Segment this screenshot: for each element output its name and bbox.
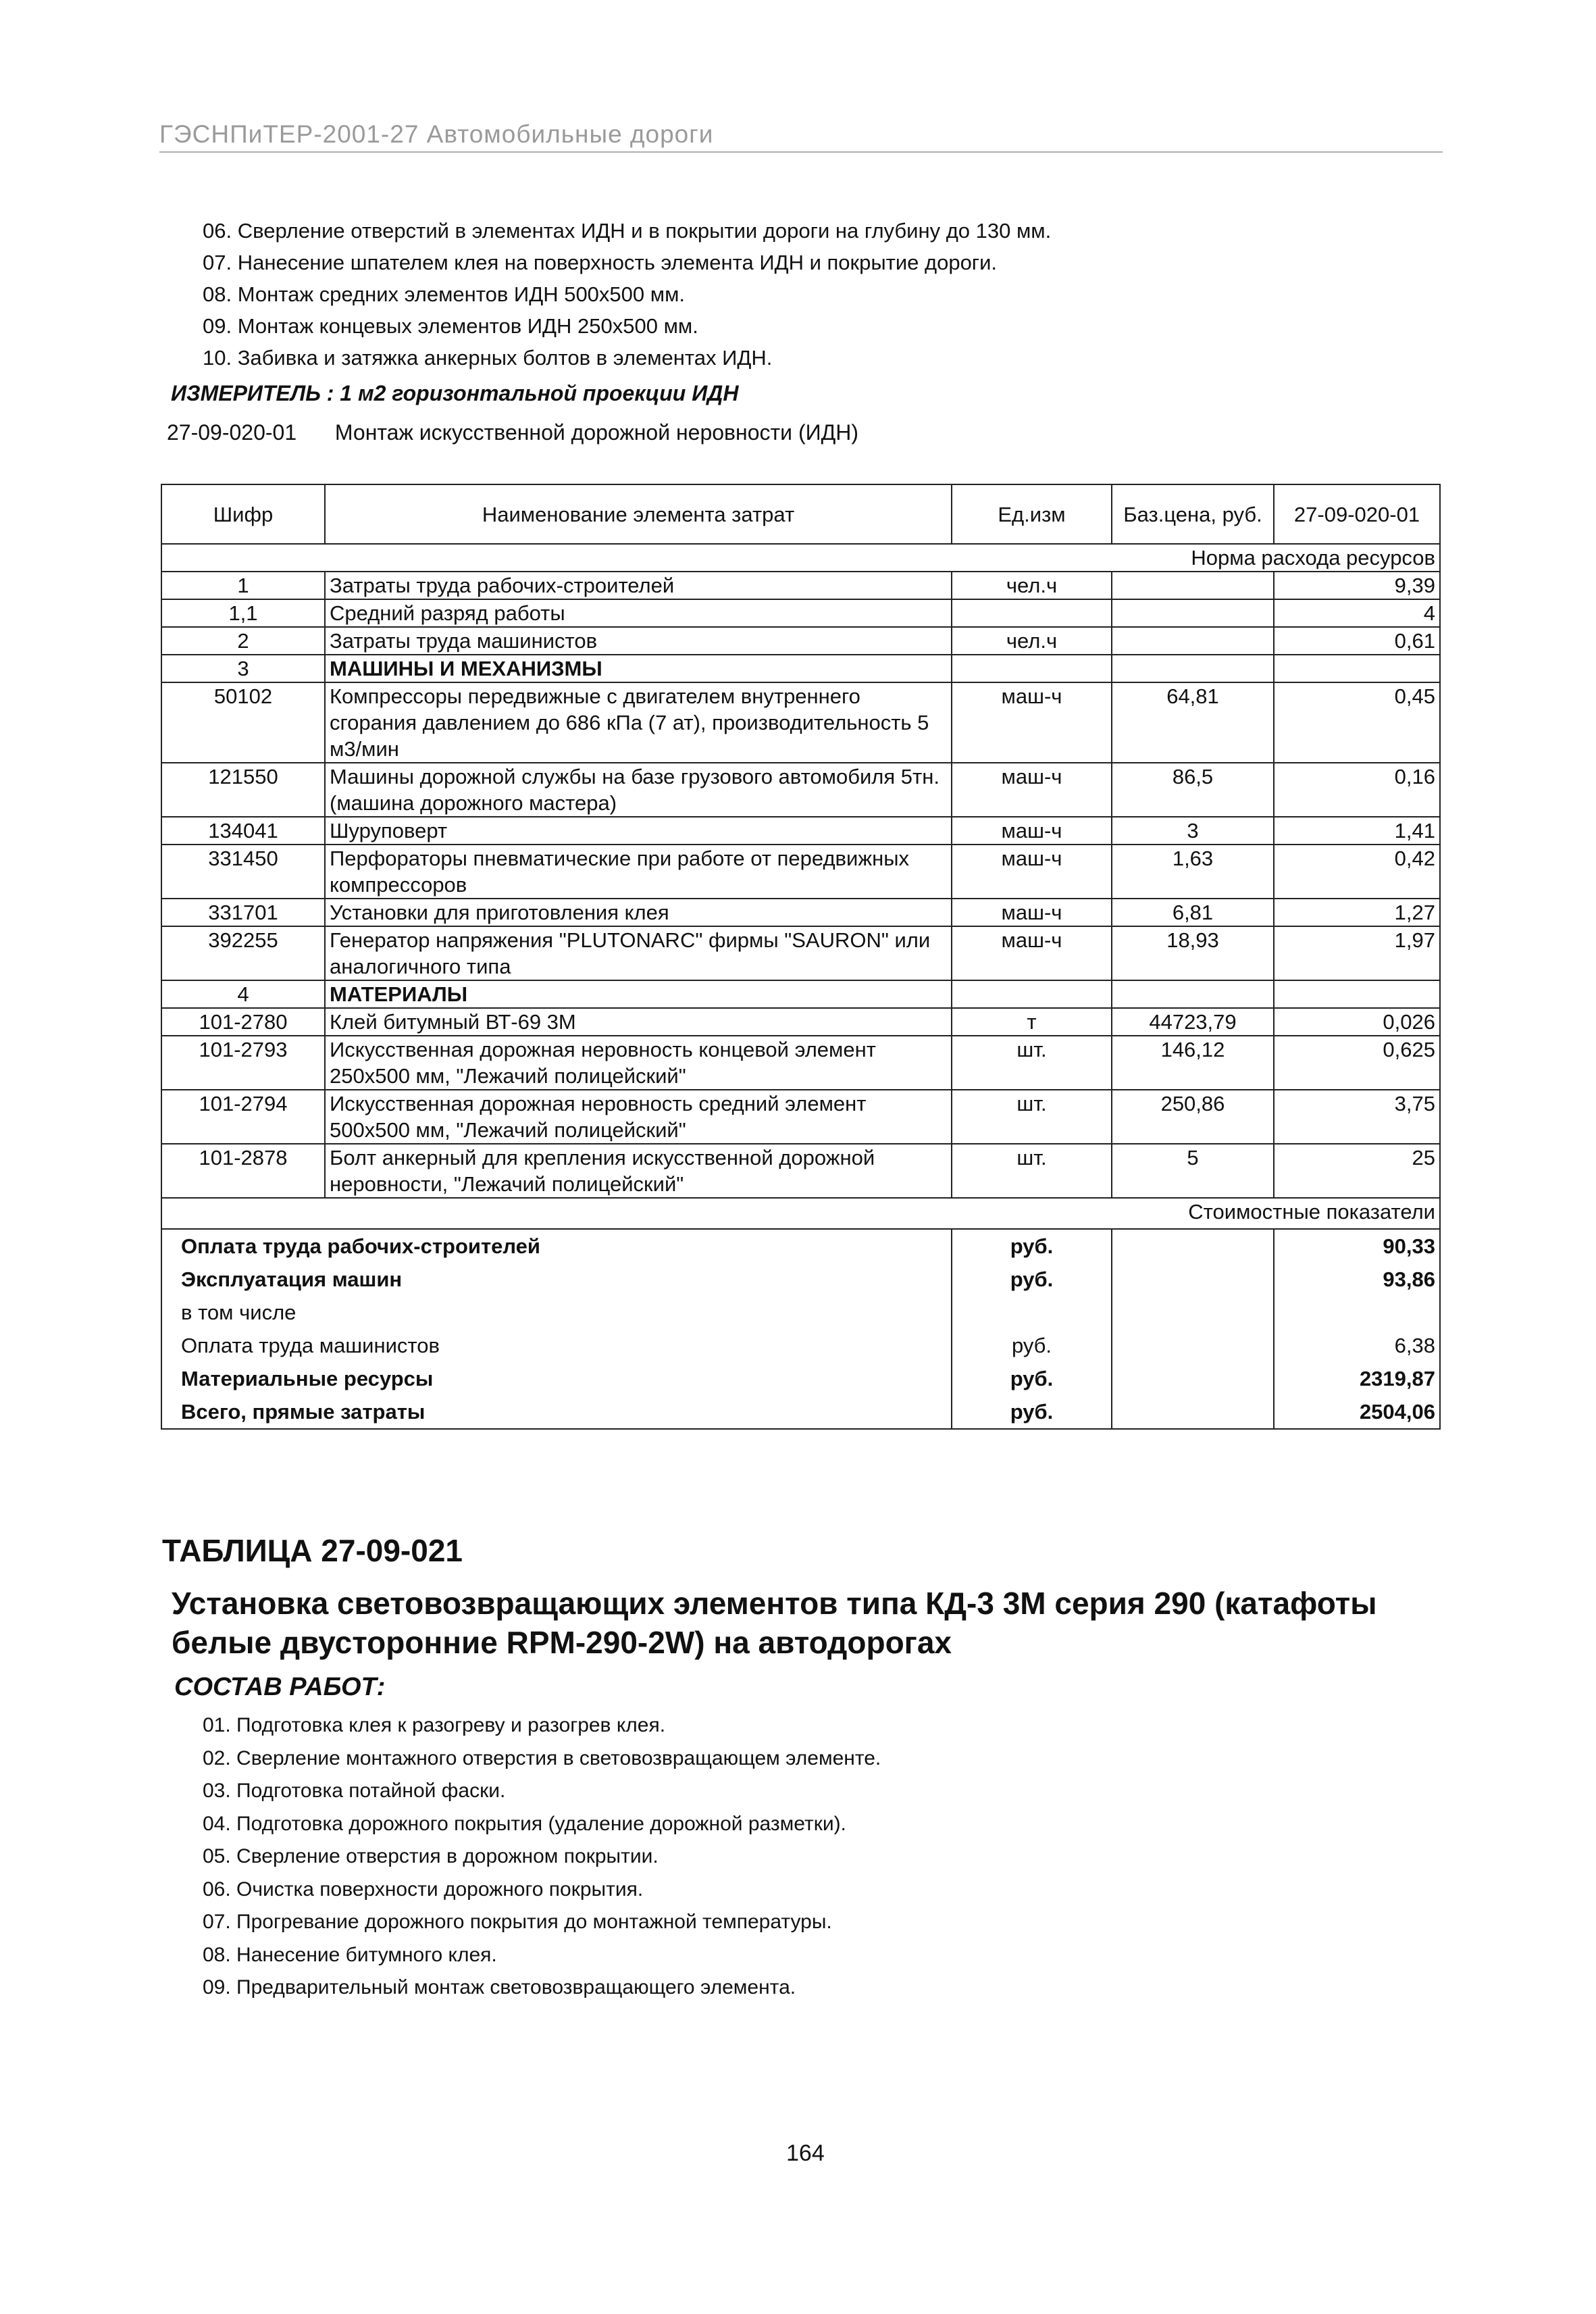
summary-unit: руб.: [952, 1395, 1112, 1429]
summary-price: [1112, 1395, 1274, 1429]
row-value: 0,42: [1274, 845, 1440, 899]
row-value: 1,27: [1274, 899, 1440, 926]
page-number: 164: [786, 2140, 825, 2166]
row-price: 6,81: [1112, 899, 1274, 926]
row-value: 0,16: [1274, 763, 1440, 817]
row-unit: чел.ч: [952, 572, 1112, 599]
row-price: [1112, 572, 1274, 599]
work-steps-top: [203, 215, 1051, 374]
row-unit: [952, 655, 1112, 682]
table-row: [161, 627, 1440, 655]
work-step: 10. Забивка и затяжка анкерных болтов в элементах ИДН.: [203, 346, 773, 370]
row-price: 64,81: [1112, 682, 1274, 763]
summary-row: [161, 1296, 1440, 1329]
work-step: 08. Нанесение битумного клея.: [203, 1943, 497, 1966]
norm-code-line: [167, 420, 858, 445]
header-price: Баз.цена, руб.: [1112, 484, 1274, 544]
row-unit: шт.: [952, 1036, 1112, 1090]
row-code: 3: [161, 655, 325, 682]
table-row: [161, 655, 1440, 682]
summary-price: [1112, 1229, 1274, 1263]
row-price: [1112, 655, 1274, 682]
row-code: 101-2793: [161, 1036, 325, 1090]
table-row: [161, 899, 1440, 926]
row-name: Болт анкерный для крепления искусственной дорожной неровности, "Лежачий полицейский": [325, 1144, 952, 1198]
summary-unit: руб.: [952, 1362, 1112, 1395]
row-name: Клей битумный ВТ-69 3М: [325, 1008, 952, 1036]
summary-label: Оплата труда машинистов: [161, 1329, 952, 1362]
row-unit: маш-ч: [952, 682, 1112, 763]
row-value: 4: [1274, 599, 1440, 627]
row-code: 331450: [161, 845, 325, 899]
work-step: 09. Предварительный монтаж световозвращающего элемента.: [203, 1976, 796, 1998]
row-code: 2: [161, 627, 325, 655]
work-step: 08. Монтаж средних элементов ИДН 500х500 мм.: [203, 282, 685, 306]
row-price: 44723,79: [1112, 1008, 1274, 1036]
row-unit: т: [952, 1008, 1112, 1036]
work-step: 07. Прогревание дорожного покрытия до монтажной температуры.: [203, 1911, 832, 1933]
summary-row: [161, 1229, 1440, 1263]
row-code: 121550: [161, 763, 325, 817]
row-code: 50102: [161, 682, 325, 763]
row-name: Шуруповерт: [325, 817, 952, 845]
row-code: 101-2878: [161, 1144, 325, 1198]
summary-rows: [161, 1229, 1440, 1429]
row-value: 0,625: [1274, 1036, 1440, 1090]
row-unit: маш-ч: [952, 899, 1112, 926]
section-heading: Установка световозвращающих элементов типа КД-3 3М серия 290 (катафоты белые двусторонние RPM-290-2W) на автодорогах: [172, 1586, 1377, 1660]
row-price: 1,63: [1112, 845, 1274, 899]
summary-label: Оплата труда рабочих-строителей: [161, 1229, 952, 1263]
row-name: Машины дорожной службы на базе грузового автомобиля 5тн. (машина дорожного мастера): [325, 763, 952, 817]
table-row: [161, 1144, 1440, 1198]
row-unit: [952, 980, 1112, 1008]
table-row: [161, 763, 1440, 817]
section-title: ТАБЛИЦА 27-09-021: [162, 1533, 463, 1568]
row-value: 3,75: [1274, 1090, 1440, 1144]
work-step: 07. Нанесение шпателем клея на поверхность элемента ИДН и покрытие дороги.: [203, 251, 998, 274]
row-code: 1: [161, 572, 325, 599]
norm-code: 27-09-020-01: [167, 420, 297, 445]
header-rule: [159, 151, 1443, 153]
row-value: 0,45: [1274, 682, 1440, 763]
cost-label-row: [161, 1198, 1440, 1229]
work-step: 02. Сверление монтажного отверстия в световозвращающем элементе.: [203, 1746, 881, 1769]
row-code: 134041: [161, 817, 325, 845]
work-step: 01. Подготовка клея к разогреву и разогрев клея.: [203, 1714, 666, 1736]
norm-title: Монтаж искусственной дорожной неровности (ИДН): [334, 420, 859, 445]
section-sostav-label: СОСТАВ РАБОТ:: [174, 1673, 386, 1701]
row-value: 25: [1274, 1144, 1440, 1198]
row-name: МАТЕРИАЛЫ: [325, 980, 952, 1008]
row-unit: маш-ч: [952, 817, 1112, 845]
summary-value: [1274, 1296, 1440, 1329]
summary-row: [161, 1362, 1440, 1395]
summary-unit: руб.: [952, 1229, 1112, 1263]
header-code: Шифр: [161, 484, 325, 544]
row-name: Установки для приготовления клея: [325, 899, 952, 926]
summary-value: 90,33: [1274, 1229, 1440, 1263]
summary-label: Материальные ресурсы: [161, 1362, 952, 1395]
row-value: [1274, 655, 1440, 682]
row-price: [1112, 627, 1274, 655]
header-unit: Ед.изм: [952, 484, 1112, 544]
row-code: 4: [161, 980, 325, 1008]
resource-table: [161, 484, 1441, 1430]
summary-value: 93,86: [1274, 1263, 1440, 1296]
row-code: 1,1: [161, 599, 325, 627]
work-step: 04. Подготовка дорожного покрытия (удаление дорожной разметки).: [203, 1812, 846, 1835]
summary-value: 2319,87: [1274, 1362, 1440, 1395]
running-header: ГЭСНПиТЕР-2001-27 Автомобильные дороги: [159, 120, 714, 148]
summary-price: [1112, 1329, 1274, 1362]
row-name: Генератор напряжения "PLUTONARC" фирмы "SAURON" или аналогичного типа: [325, 926, 952, 980]
cost-label: Стоимостные показатели: [161, 1198, 1440, 1229]
row-name: Затраты труда рабочих-строителей: [325, 572, 952, 599]
table-row: [161, 817, 1440, 845]
summary-value: 2504,06: [1274, 1395, 1440, 1429]
header-name: Наименование элемента затрат: [325, 484, 952, 544]
summary-unit: [952, 1296, 1112, 1329]
row-price: [1112, 599, 1274, 627]
header-value: 27-09-020-01: [1274, 484, 1440, 544]
row-price: 86,5: [1112, 763, 1274, 817]
summary-label: в том числе: [161, 1296, 952, 1329]
table-row: [161, 980, 1440, 1008]
row-unit: шт.: [952, 1090, 1112, 1144]
row-price: 5: [1112, 1144, 1274, 1198]
row-unit: шт.: [952, 1144, 1112, 1198]
row-value: 0,026: [1274, 1008, 1440, 1036]
summary-label: Эксплуатация машин: [161, 1263, 952, 1296]
row-name: Средний разряд работы: [325, 599, 952, 627]
table-header-row: [161, 484, 1440, 544]
row-unit: маш-ч: [952, 845, 1112, 899]
work-step: 06. Очистка поверхности дорожного покрытия.: [203, 1878, 644, 1901]
row-unit: маш-ч: [952, 763, 1112, 817]
measure-unit: ИЗМЕРИТЕЛЬ : 1 м2 горизонтальной проекции ИДН: [171, 381, 739, 405]
row-value: [1274, 980, 1440, 1008]
table-row: [161, 599, 1440, 627]
row-unit: чел.ч: [952, 627, 1112, 655]
row-name: МАШИНЫ И МЕХАНИЗМЫ: [325, 655, 952, 682]
table-row: [161, 572, 1440, 599]
table-row: [161, 1036, 1440, 1090]
row-code: 101-2780: [161, 1008, 325, 1036]
summary-price: [1112, 1362, 1274, 1395]
summary-row: [161, 1263, 1440, 1296]
table-row: [161, 1090, 1440, 1144]
summary-price: [1112, 1263, 1274, 1296]
summary-price: [1112, 1296, 1274, 1329]
summary-row: [161, 1329, 1440, 1362]
row-price: 250,86: [1112, 1090, 1274, 1144]
row-name: Затраты труда машинистов: [325, 627, 952, 655]
summary-unit: руб.: [952, 1263, 1112, 1296]
work-step: 05. Сверление отверстия в дорожном покрытии.: [203, 1845, 659, 1867]
summary-row: [161, 1395, 1440, 1429]
work-step: 06. Сверление отверстий в элементах ИДН и в покрытии дороги на глубину до 130 мм.: [203, 219, 1052, 243]
row-name: Компрессоры передвижные с двигателем внутреннего сгорания давлением до 686 кПа (7 ат), производительность 5 м3/мин: [325, 682, 952, 763]
row-price: [1112, 980, 1274, 1008]
row-unit: [952, 599, 1112, 627]
table-row: [161, 926, 1440, 980]
table-row: [161, 1008, 1440, 1036]
summary-label: Всего, прямые затраты: [161, 1395, 952, 1429]
table-row: [161, 845, 1440, 899]
row-price: 3: [1112, 817, 1274, 845]
norm-label: Норма расхода ресурсов: [161, 544, 1440, 572]
row-price: 146,12: [1112, 1036, 1274, 1090]
norm-label-row: [161, 544, 1440, 572]
resource-rows: [161, 572, 1440, 1198]
row-value: 9,39: [1274, 572, 1440, 599]
table-row: [161, 682, 1440, 763]
summary-value: 6,38: [1274, 1329, 1440, 1362]
row-code: 392255: [161, 926, 325, 980]
summary-unit: руб.: [952, 1329, 1112, 1362]
row-price: 18,93: [1112, 926, 1274, 980]
row-name: Перфораторы пневматические при работе от передвижных компрессоров: [325, 845, 952, 899]
row-code: 101-2794: [161, 1090, 325, 1144]
work-steps-section: [203, 1709, 881, 2005]
row-name: Искусственная дорожная неровность концевой элемент 250х500 мм, "Лежачий полицейский": [325, 1036, 952, 1090]
row-unit: маш-ч: [952, 926, 1112, 980]
row-name: Искусственная дорожная неровность средний элемент 500х500 мм, "Лежачий полицейский": [325, 1090, 952, 1144]
work-step: 09. Монтаж концевых элементов ИДН 250х500 мм.: [203, 314, 698, 338]
work-step: 03. Подготовка потайной фаски.: [203, 1780, 506, 1802]
row-value: 0,61: [1274, 627, 1440, 655]
row-code: 331701: [161, 899, 325, 926]
row-value: 1,41: [1274, 817, 1440, 845]
row-value: 1,97: [1274, 926, 1440, 980]
